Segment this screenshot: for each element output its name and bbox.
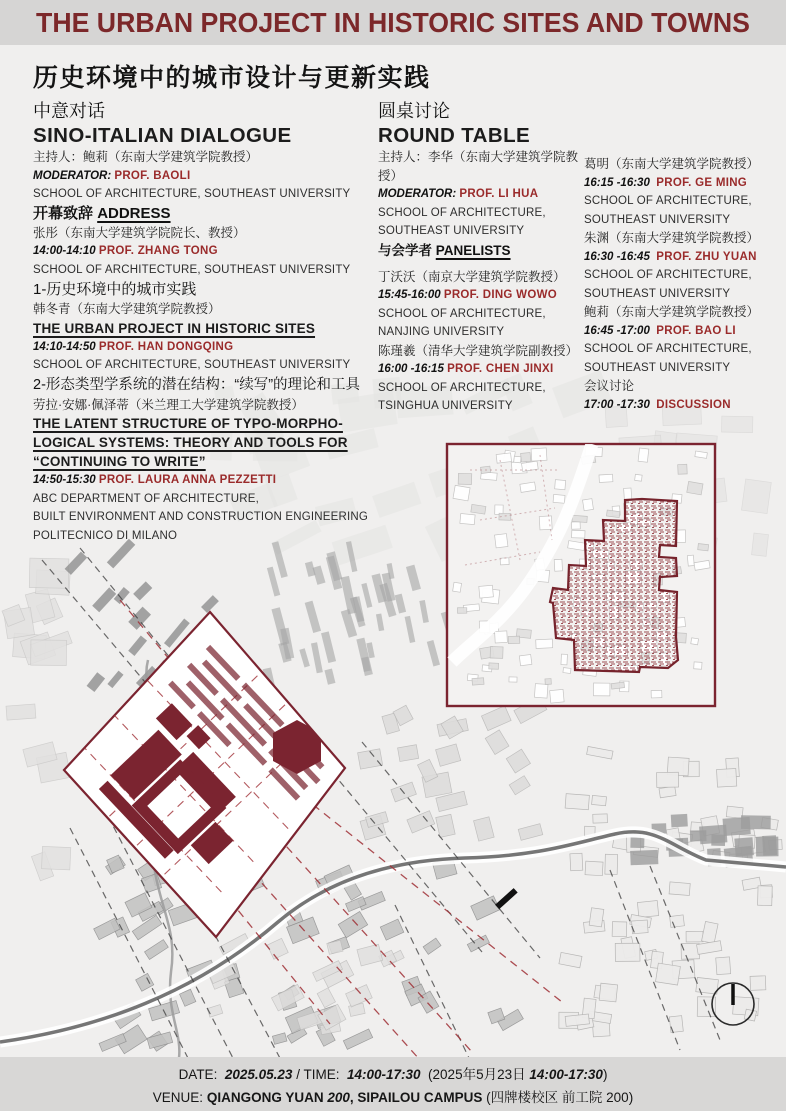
map-left-blocks — [2, 558, 72, 881]
venue-rest: , SIPAILOU CAMPUS — [349, 1089, 483, 1105]
panelist-credit: 16:00 -16:15 PROF. CHEN JINXI — [378, 363, 554, 375]
talk2-affiliation-3: POLITECNICO DI MILANO — [33, 529, 178, 542]
talk2-credit: 14:50-15:30 PROF. LAURA ANNA PEZZETTI — [33, 474, 277, 486]
panelists-heading: 与会学者 PANELISTS — [378, 242, 511, 258]
talk1-affiliation: SCHOOL OF ARCHITECTURE, SOUTHEAST UNIVERSITY — [33, 359, 351, 371]
section-title-en: SINO-ITALIAN DIALOGUE — [33, 124, 292, 147]
moderator-cn: 主持人：鲍莉（东南大学建筑学院教授） — [33, 150, 259, 164]
talk1-credit: 14:10-14:50 PROF. HAN DONGQING — [33, 340, 234, 353]
talk2-speaker-cn: 劳拉·安娜·佩泽蒂（米兰理工大学建筑学院教授） — [33, 397, 304, 412]
talk1-title-en: THE URBAN PROJECT IN HISTORIC SITES — [33, 320, 316, 336]
address-speaker-cn: 张彤（东南大学建筑学院院长、教授） — [33, 225, 246, 240]
map-black-tick — [495, 888, 518, 909]
panelist-entry — [378, 268, 584, 342]
talk2-affiliation-2: BUILT ENVIRONMENT AND CONSTRUCTION ENGINEERING — [33, 511, 369, 523]
panelist-credit: 16:45 -17:00 PROF. BAO LI — [584, 324, 736, 337]
panelist-credit: 16:15 -16:30 PROF. GE MING — [584, 176, 748, 189]
datetime-cn-time: 14:00-17:30 — [529, 1066, 603, 1082]
map-campus-bars — [263, 541, 466, 689]
panelist-affil-1: SCHOOL OF ARCHITECTURE, — [584, 269, 752, 281]
talk1-speaker-cn: 韩冬青（东南大学建筑学院教授） — [33, 302, 221, 316]
datetime-cn-prefix: (2025年5月23日 — [428, 1066, 526, 1082]
panelist-cn: 丁沃沃（南京大学建筑学院教授） — [378, 269, 566, 284]
discussion-credit: 17:00 -17:30 DISCUSSION — [584, 398, 731, 411]
panelist-affil-2: TSINGHUA UNIVERSITY — [378, 400, 513, 412]
banner — [0, 0, 786, 45]
moderator-credit: MODERATOR: PROF. LI HUA — [378, 188, 539, 200]
panelist-cn: 鲍莉（东南大学建筑学院教授） — [584, 305, 760, 319]
date-value: 2025.05.23 — [224, 1066, 293, 1082]
date-label: DATE: — [178, 1066, 218, 1082]
moderator-credit — [33, 167, 381, 186]
panelist-entry — [584, 155, 784, 229]
panelist-entry — [584, 229, 784, 303]
moderator-affiliation: SCHOOL OF ARCHITECTURE, SOUTHEAST UNIVERSITY — [33, 188, 351, 200]
panelist-cn: 陈瑾羲（清华大学建筑学院副教授） — [378, 343, 579, 358]
discussion-cn: 会议讨论 — [584, 379, 635, 393]
panelist-affil-2: SOUTHEAST UNIVERSITY — [584, 361, 731, 374]
panelist-affil-2: SOUTHEAST UNIVERSITY — [584, 287, 731, 300]
date-time-line — [179, 1063, 608, 1083]
panelist-credit: 16:30 -16:45 PROF. ZHU YUAN — [584, 250, 757, 263]
panelist-credit: 15:45-16:00 PROF. DING WOWO — [378, 289, 557, 301]
address-credit: 14:00-14:10 PROF. ZHANG TONG — [33, 245, 218, 257]
talk2-title-en-1: THE LATENT STRUCTURE OF TYPO-MORPHO- — [33, 416, 343, 431]
section-title-cn: 中意对话 — [33, 101, 105, 121]
time-value: 14:00-17:30 — [346, 1066, 421, 1082]
address-affiliation: SCHOOL OF ARCHITECTURE, SOUTHEAST UNIVERSITY — [33, 263, 351, 276]
datetime-cn-suffix: ) — [602, 1066, 608, 1082]
talk2-affiliation-1: ABC DEPARTMENT OF ARCHITECTURE, — [33, 492, 260, 505]
time-label: / TIME: — [296, 1066, 340, 1082]
panelist-affil-1: SCHOOL OF ARCHITECTURE, — [584, 343, 752, 355]
map-east-blocks — [559, 746, 782, 1036]
column-panelists-continued — [584, 100, 784, 414]
panelist-affil-1: SCHOOL OF ARCHITECTURE, — [378, 381, 546, 394]
panelist-affil-2: SOUTHEAST UNIVERSITY — [584, 213, 731, 226]
column-dialogue — [33, 100, 381, 545]
panelist-entry — [584, 303, 784, 377]
moderator-affiliation-2: SOUTHEAST UNIVERSITY — [378, 225, 525, 237]
poster-title: THE URBAN PROJECT IN HISTORIC SITES AND TOWNS — [36, 6, 750, 38]
talk2-title-en-3: “CONTINUING TO WRITE” — [33, 454, 206, 469]
venue-cn: (四牌楼校区 前工院 200) — [486, 1089, 634, 1105]
venue-room: 200 — [327, 1089, 350, 1105]
column-round-table — [378, 100, 584, 416]
map-mid-blocks — [358, 697, 547, 842]
moderator-affiliation-1: SCHOOL OF ARCHITECTURE, — [378, 206, 546, 219]
venue-label: VENUE: — [152, 1089, 204, 1105]
section-title-cn: 圆桌讨论 — [378, 101, 450, 121]
panelist-affil-1: SCHOOL OF ARCHITECTURE, — [378, 307, 546, 320]
moderator-label: MODERATOR: — [33, 169, 112, 182]
venue-line — [153, 1086, 633, 1106]
venue-name: QIANGONG YUAN — [206, 1089, 324, 1105]
moderator-cn: 主持人：李华（东南大学建筑学院教授） — [378, 150, 579, 183]
address-heading: 开幕致辞 ADDRESS — [33, 204, 171, 222]
talk2-title-cn: 2-形态类型学系统的潜在结构：“续写”的理论和工具 — [33, 376, 361, 393]
section-title-en: ROUND TABLE — [378, 124, 531, 147]
panelist-affil-2: NANJING UNIVERSITY — [378, 326, 505, 338]
panelist-cn: 朱渊（东南大学建筑学院教授） — [584, 231, 760, 245]
panelist-affil-1: SCHOOL OF ARCHITECTURE, — [584, 195, 752, 207]
footer — [0, 1057, 786, 1111]
moderator-name: PROF. BAOLI — [114, 169, 191, 182]
talk2-title-en-2: LOGICAL SYSTEMS: THEORY AND TOOLS FOR — [33, 435, 348, 450]
right-inset-plan — [447, 444, 715, 706]
panelist-entry — [378, 342, 584, 416]
panelist-cn: 葛明（东南大学建筑学院教授） — [584, 157, 760, 171]
poster-subtitle-cn: 历史环境中的城市设计与更新实践 — [33, 64, 431, 92]
talk1-title-cn: 1-历史环境中的城市实践 — [33, 281, 197, 298]
